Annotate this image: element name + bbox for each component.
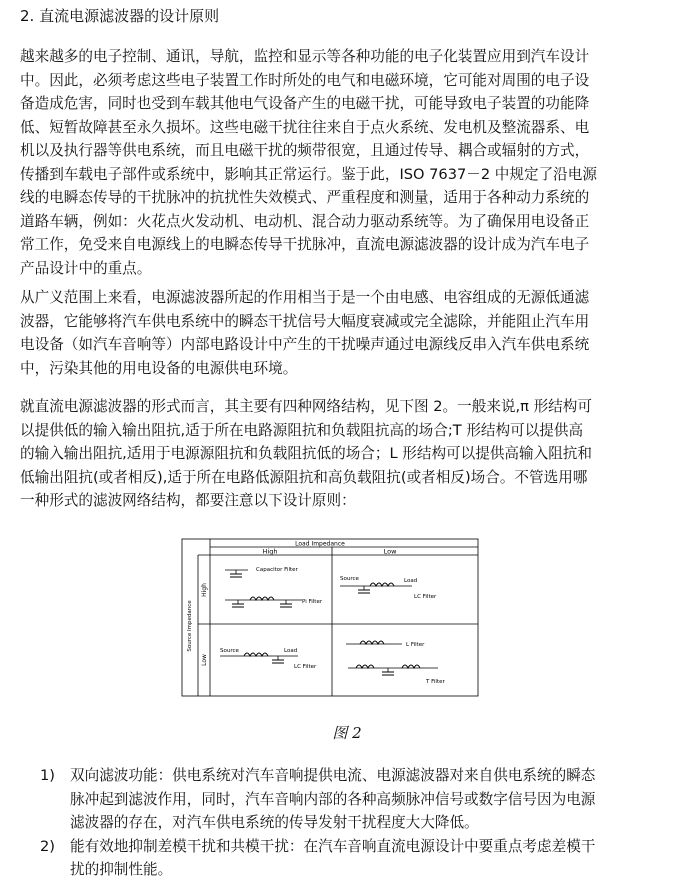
filter-network-figure [180, 538, 480, 698]
paragraph-line: 常工作，免受来自电源线上的电瞬态传导干扰脉冲，直流电源滤波器的设计成为汽车电子 [20, 236, 590, 253]
load-label: Load [404, 578, 418, 584]
source-label: Source [340, 576, 359, 582]
paragraph-line: 机以及执行器等供电系统，而且电磁干扰的频带很宽，且通过传导、耦合或辐射的方式， [20, 142, 590, 159]
row-high-header: High [201, 583, 208, 597]
paragraph-line: 中，污染其他的用电设备的电源供电环境。 [20, 359, 298, 377]
capacitor-filter-circuit [225, 570, 248, 577]
list-item-number: 2) [40, 837, 55, 855]
source-label: Source [220, 648, 239, 654]
l-filter-circuit [346, 641, 402, 644]
list-item-line: 能有效地抑制差模干扰和共模干扰：在汽车音响直流电源设计中要重点考虑差模干 [70, 837, 596, 855]
l-filter-label: L Filter [406, 642, 425, 648]
paragraph-line: 道路车辆，例如：火花点火发动机、电动机、混合动力驱动系统等。为了确保用电设备正 [20, 212, 590, 230]
paragraph-line: 低、短暂故障甚至永久损坏。这些电磁干扰往往来自于点火系统、发电机及整流器系、电 [20, 118, 590, 136]
lc-filter-label-high: LC Filter [414, 594, 437, 600]
lc-filter-label-low: LC Filter [294, 664, 317, 670]
list-item [40, 764, 685, 835]
paragraph-3 [20, 395, 680, 513]
paragraph-line: 电设备（如汽车音响等）内部电路设计中产生的干扰噪声通过电源线反串入汽车供电系统 [20, 336, 590, 353]
pi-filter-circuit [225, 597, 302, 607]
paragraph-line: 产品设计中的重点。 [20, 259, 152, 277]
paragraph-2 [20, 286, 680, 380]
load-label: Load [284, 648, 298, 654]
paragraph-1 [20, 45, 680, 280]
paragraph-line: 从广义范围上来看，电源滤波器所起的作用相当于是一个由电感、电容组成的无源低通滤 [20, 289, 590, 306]
paragraph-line: 一种形式的滤波网络结构，都要注意以下设计原则： [20, 492, 356, 509]
load-impedance-header: Load Impedance [295, 540, 345, 548]
t-filter-label: T Filter [426, 679, 445, 685]
design-principles-list [40, 764, 685, 882]
figure-frame [182, 539, 478, 696]
paragraph-line: 的输入输出阻抗,适用于电源源阻抗和负载阻抗低的场合；L 形结构可以提供高输入阻抗和 [20, 445, 592, 462]
lc-filter-circuit-high [340, 583, 412, 593]
filter-diagram [180, 538, 480, 698]
figure-caption: 图 2 [332, 724, 362, 742]
paragraph-line: 中。因此，必须考虑这些电子装置工作时所处的电气和电磁环境，它可能对周围的电子设 [20, 71, 590, 89]
list-item-line: 脉冲起到滤波作用，同时，汽车音响内部的各种高频脉冲信号或数字信号因为电源 [70, 790, 596, 808]
paragraph-line: 线的电瞬态传导的干扰脉冲的抗扰性失效模式、严重程度和测量，适用于各种动力系统的 [20, 189, 590, 206]
col-high-header: High [262, 547, 278, 556]
paragraph-line: 越来越多的电子控制、通讯，导航，监控和显示等各种功能的电子化装置应用到汽车设计 [20, 48, 590, 65]
pi-filter-label: Pi Filter [302, 599, 323, 605]
t-filter-circuit [348, 665, 438, 675]
list-item-number: 1) [40, 767, 55, 784]
capacitor-filter-label: Capacitor Filter [256, 567, 298, 573]
paragraph-line: 波器，它能够将汽车供电系统中的瞬态干扰信号大幅度衰减或完全滤除，并能阻止汽车用 [20, 312, 590, 330]
source-impedance-header: Source Impedance [187, 600, 193, 652]
paragraph-line: 备造成危害，同时也受到车载其他电气设备产生的电磁干扰，可能导致电子装置的功能降 [20, 95, 590, 112]
list-item-line: 扰的抑制性能。 [70, 861, 173, 878]
paragraph-line: 低输出阻抗(或者相反),适于所在电路低源阻抗和高负载阻抗(或者相反)场合。不管选用哪 [20, 468, 588, 486]
paragraph-line: 就直流电源滤波器的形式而言，其主要有四种网络结构，见下图 2。一般来说,π 形结构可 [20, 398, 592, 415]
paragraph-line: 传播到车载电子部件或系统中，影响其正常运行。鉴于此，ISO 7637－2 中规定了沿电源 [20, 165, 597, 183]
paragraph-line: 以提供低的输入输出阻抗,适于所在电路源阻抗和负载阻抗高的场合;T 形结构可以提供高 [20, 421, 584, 439]
list-item-line: 滤波器的存在，对汽车供电系统的传导发射干扰程度大大降低。 [70, 814, 479, 831]
col-low-header: Low [383, 547, 397, 556]
lc-filter-circuit-low [220, 653, 298, 663]
row-low-header: Low [201, 654, 208, 666]
list-item-line: 双向滤波功能：供电系统对汽车音响提供电流、电源滤波器对来自供电系统的瞬态 [70, 767, 596, 784]
section-title: 2. 直流电源滤波器的设计原则 [20, 7, 220, 25]
list-item [40, 835, 685, 882]
